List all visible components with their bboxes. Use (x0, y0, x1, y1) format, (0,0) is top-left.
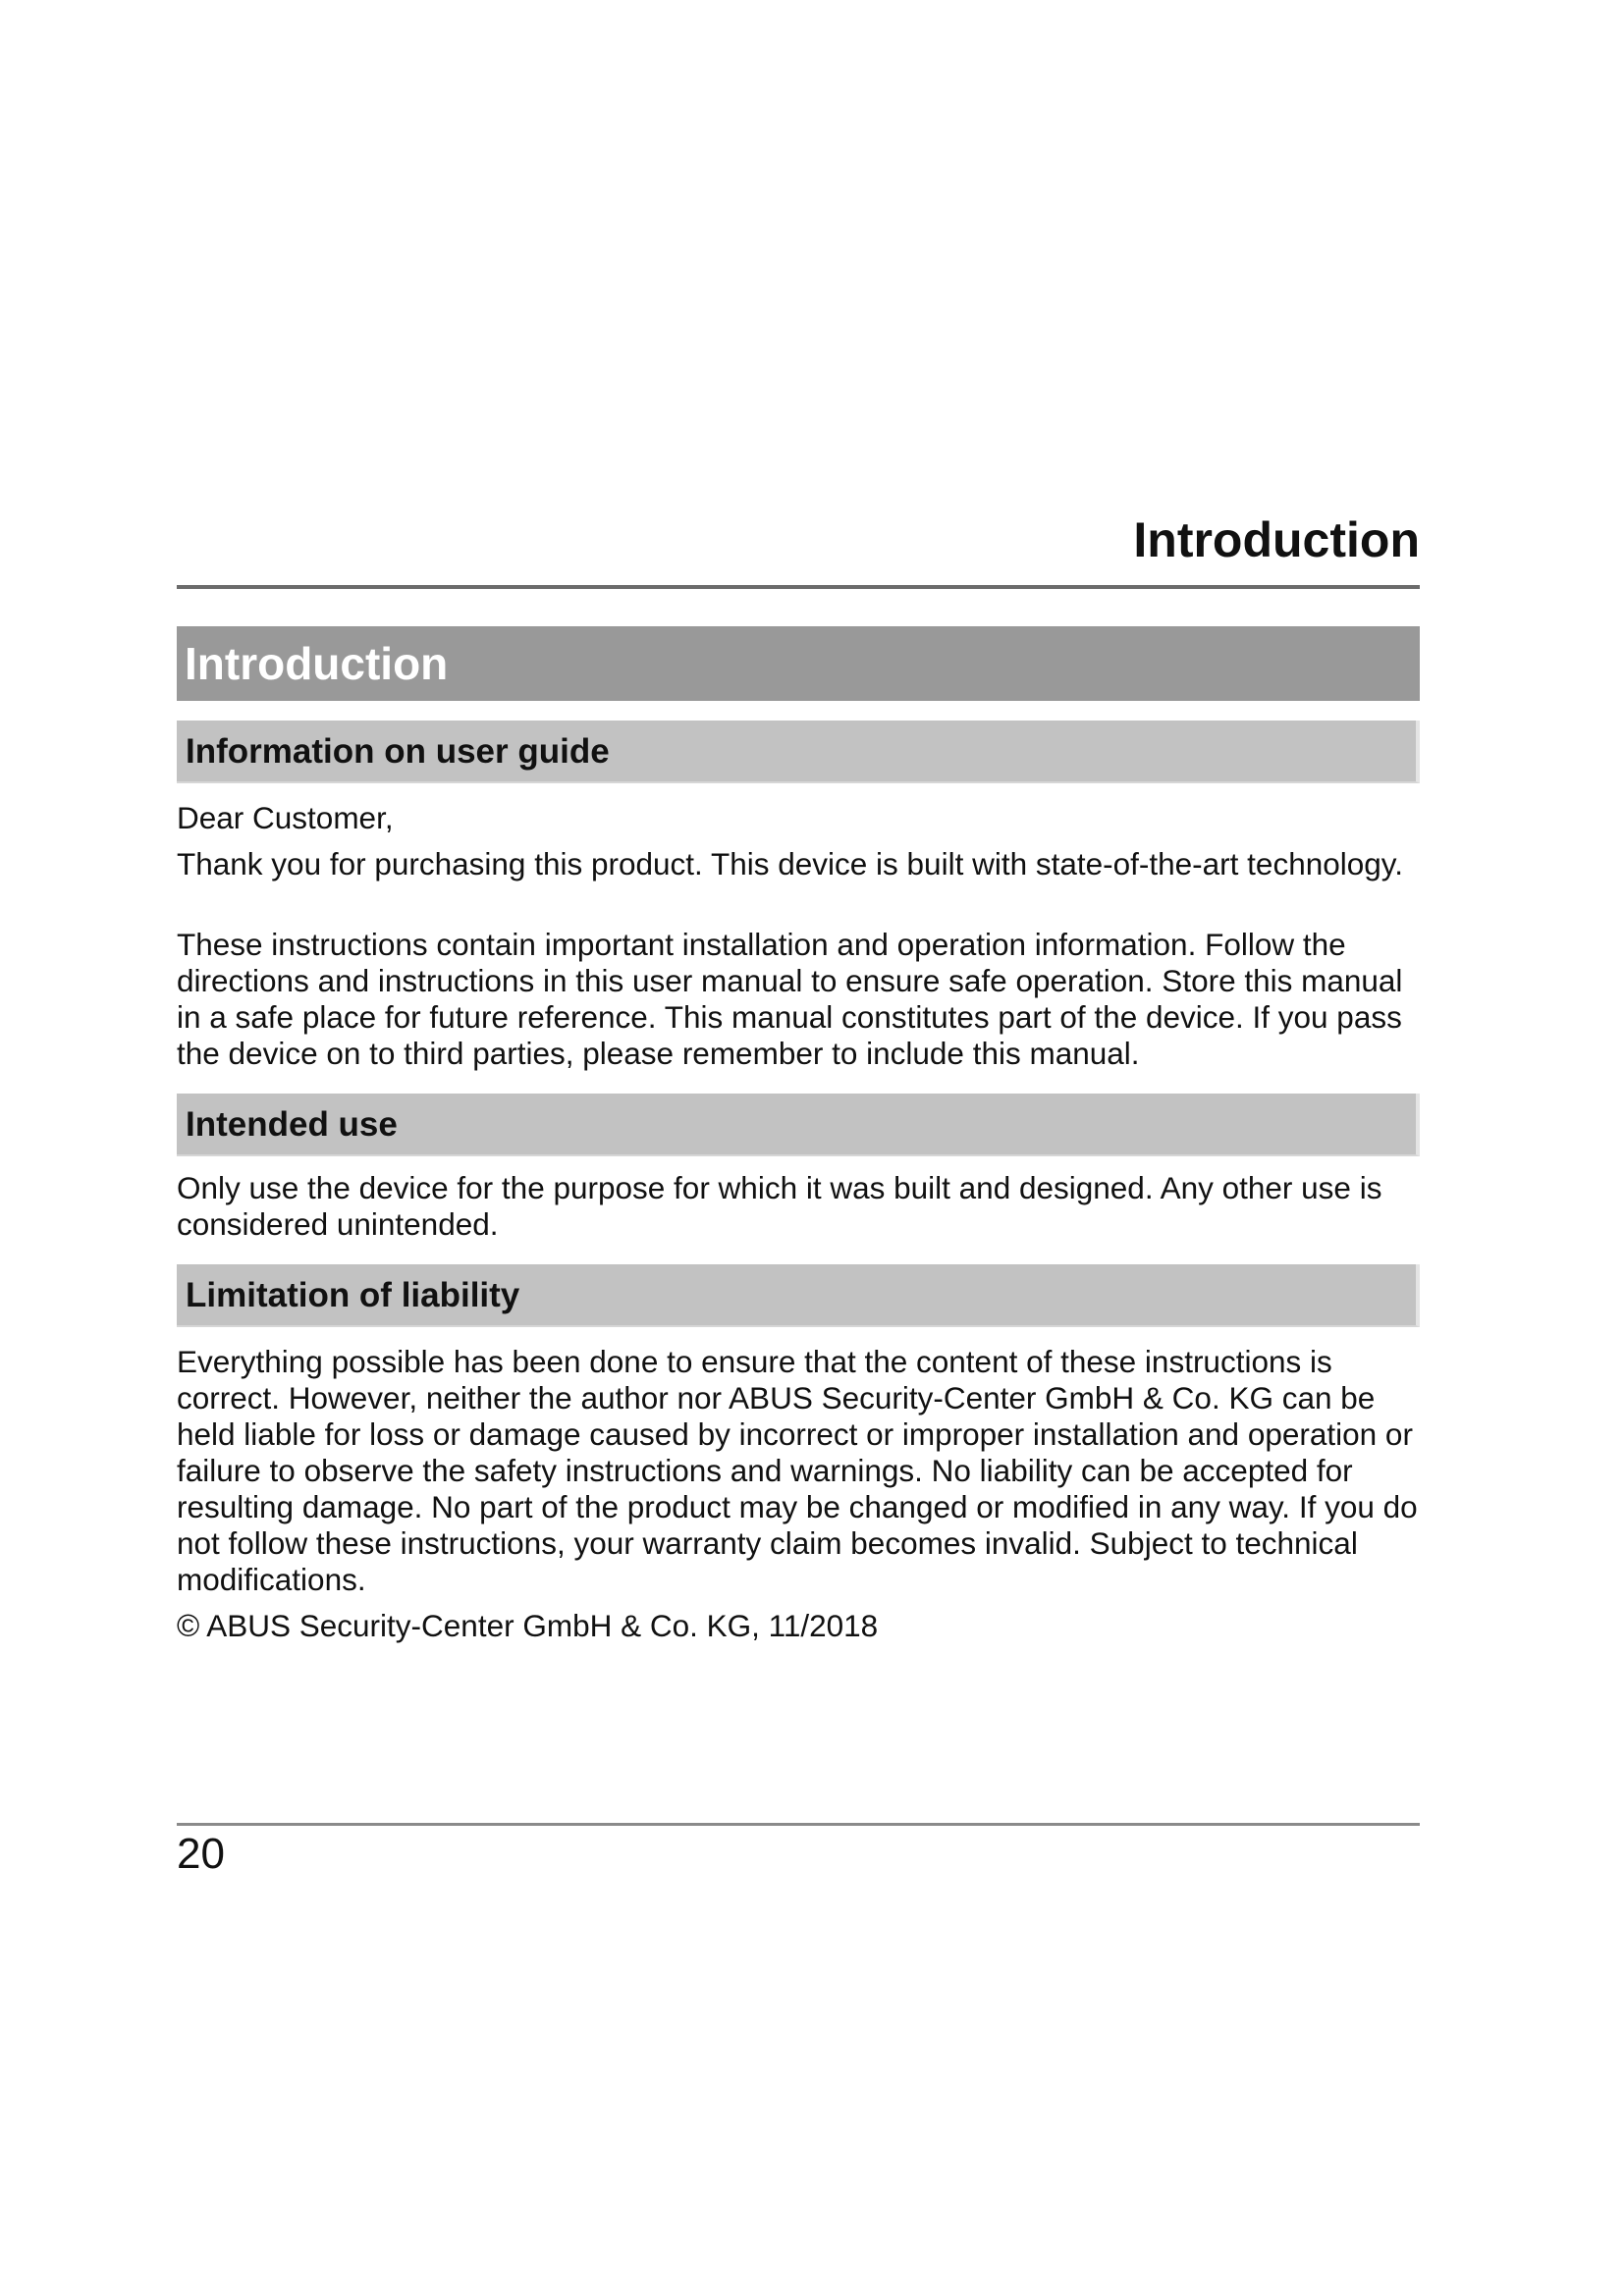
header-divider (177, 585, 1420, 589)
chapter-banner: Introduction (177, 626, 1420, 701)
section-heading-user-guide: Information on user guide (177, 721, 1420, 783)
page-header-title: Introduction (1133, 512, 1420, 567)
thanks-paragraph: Thank you for purchasing this product. This device is built with state-of-the-art technology. (177, 846, 1403, 881)
section-heading-liability: Limitation of liability (177, 1264, 1420, 1327)
intended-use-paragraph: Only use the device for the purpose for which it was built and designed. Any other use is considered unintended. (177, 1170, 1382, 1242)
section-heading-intended-use: Intended use (177, 1094, 1420, 1156)
copyright-text: © ABUS Security-Center GmbH & Co. KG, 11/2018 (177, 1608, 879, 1643)
footer-divider (177, 1823, 1420, 1826)
liability-paragraph: Everything possible has been done to ensure that the content of these instructions is correct. However, neither the author nor ABUS Security-Center GmbH & Co. KG can be held liable for loss or damage caused by incorrect or improper installation and operation or failure to observe the safety instructions and warnings. No liability can be accepted for resulting damage. No part of the product may be changed or modified in any way. If you do not follow these instructions, your warranty claim becomes invalid. Subject to technical modifications. (177, 1344, 1418, 1597)
page-number: 20 (177, 1830, 225, 1878)
instructions-paragraph: These instructions contain important installation and operation information. Follow the directions and instructions in this user manual to ensure safe operation. Store this manual in a safe place for future reference. This manual constitutes part of the device. If you pass the device on to third parties, please remember to include this manual. (177, 927, 1403, 1071)
greeting-text: Dear Customer, (177, 800, 394, 835)
